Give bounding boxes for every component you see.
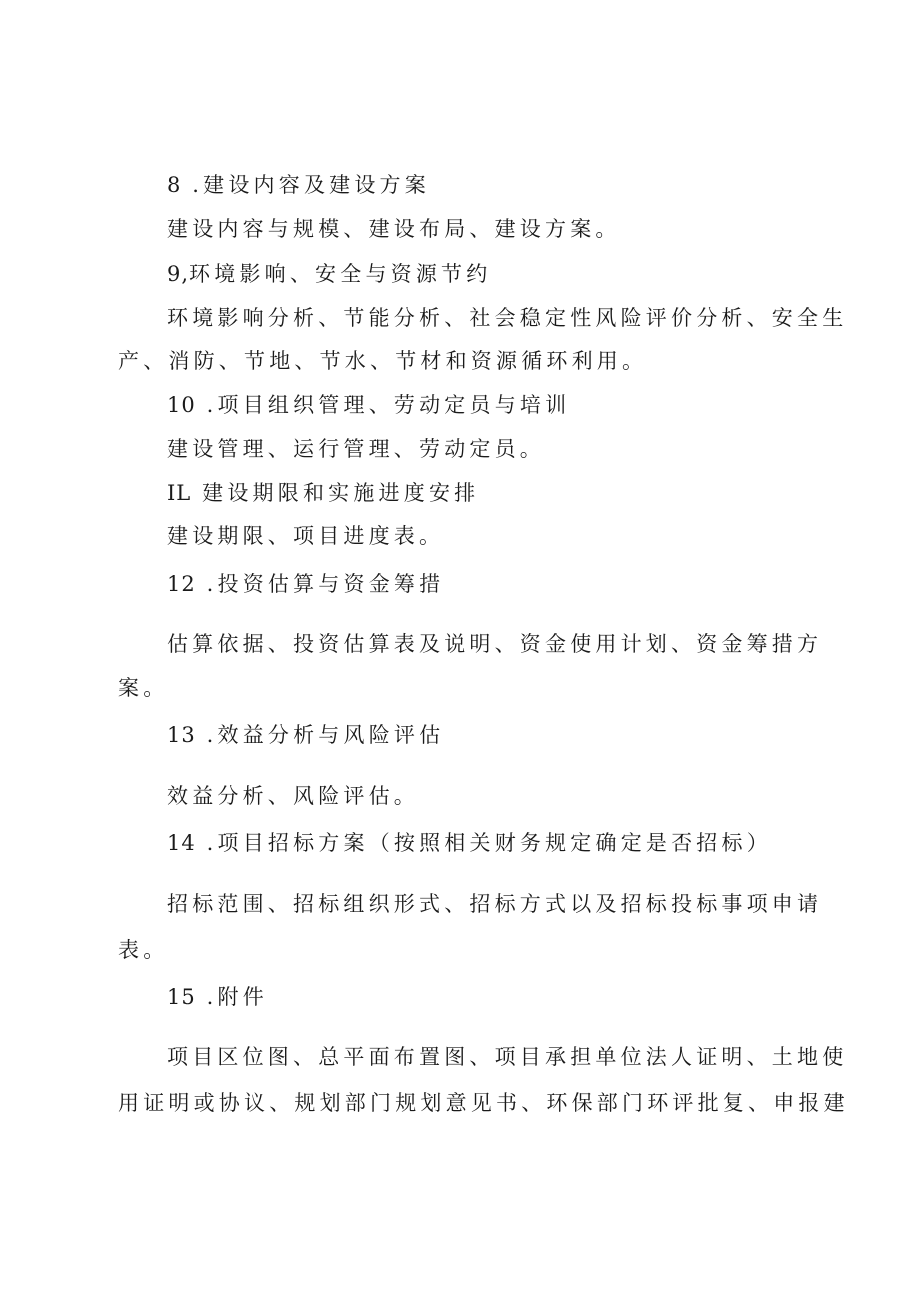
section-body-line: 环境影响分析、节能分析、社会稳定性风险评价分析、安全生 [167, 306, 848, 330]
section-body-line: 效益分析、风险评估。 [167, 784, 419, 808]
section-number: 13 [167, 723, 196, 747]
section-heading-8 [167, 175, 430, 196]
section-number: 14 [167, 831, 196, 855]
section-number: 10 [167, 393, 196, 417]
section-number: IL [167, 481, 192, 505]
section-number: 9, [167, 262, 190, 286]
section-title: .建设内容及建设方案 [192, 173, 430, 197]
section-heading-12 [167, 574, 444, 595]
section-title: 环境影响、安全与资源节约 [189, 262, 492, 286]
section-title: .投资估算与资金筹措 [206, 572, 445, 596]
section-body-line: 建设期限、项目进度表。 [167, 524, 445, 548]
section-heading-11 [167, 483, 479, 504]
section-body-line: 建设管理、运行管理、劳动定员。 [167, 437, 545, 461]
section-number: 15 [167, 985, 196, 1009]
section-title: .项目组织管理、劳动定员与培训 [206, 393, 571, 417]
section-heading-14 [167, 833, 772, 854]
section-title: 建设期限和实施进度安排 [202, 481, 480, 505]
section-number: 8 [167, 173, 182, 197]
section-title: .项目招标方案（按照相关财务规定确定是否招标） [206, 831, 772, 855]
section-body-line: 估算依据、投资估算表及说明、资金使用计划、资金筹措方 [167, 632, 823, 656]
section-number: 12 [167, 572, 196, 596]
section-body-line: 项目区位图、总平面布置图、项目承担单位法人证明、土地使 [167, 1045, 848, 1069]
section-title: .效益分析与风险评估 [206, 723, 445, 747]
section-body-line: 案。 [118, 676, 169, 700]
section-body-line: 产、消防、节地、节水、节材和资源循环利用。 [118, 349, 648, 373]
section-body-line: 表。 [118, 938, 169, 962]
section-heading-13 [167, 725, 444, 746]
section-heading-9 [167, 264, 491, 285]
section-body-line: 建设内容与规模、建设布局、建设方案。 [167, 217, 621, 241]
section-heading-15 [167, 987, 268, 1008]
section-title: .附件 [206, 985, 268, 1009]
section-heading-10 [167, 395, 570, 416]
section-body-line: 用证明或协议、规划部门规划意见书、环保部门环评批复、申报建 [118, 1091, 849, 1115]
section-body-line: 招标范围、招标组织形式、招标方式以及招标投标事项申请 [167, 892, 823, 916]
